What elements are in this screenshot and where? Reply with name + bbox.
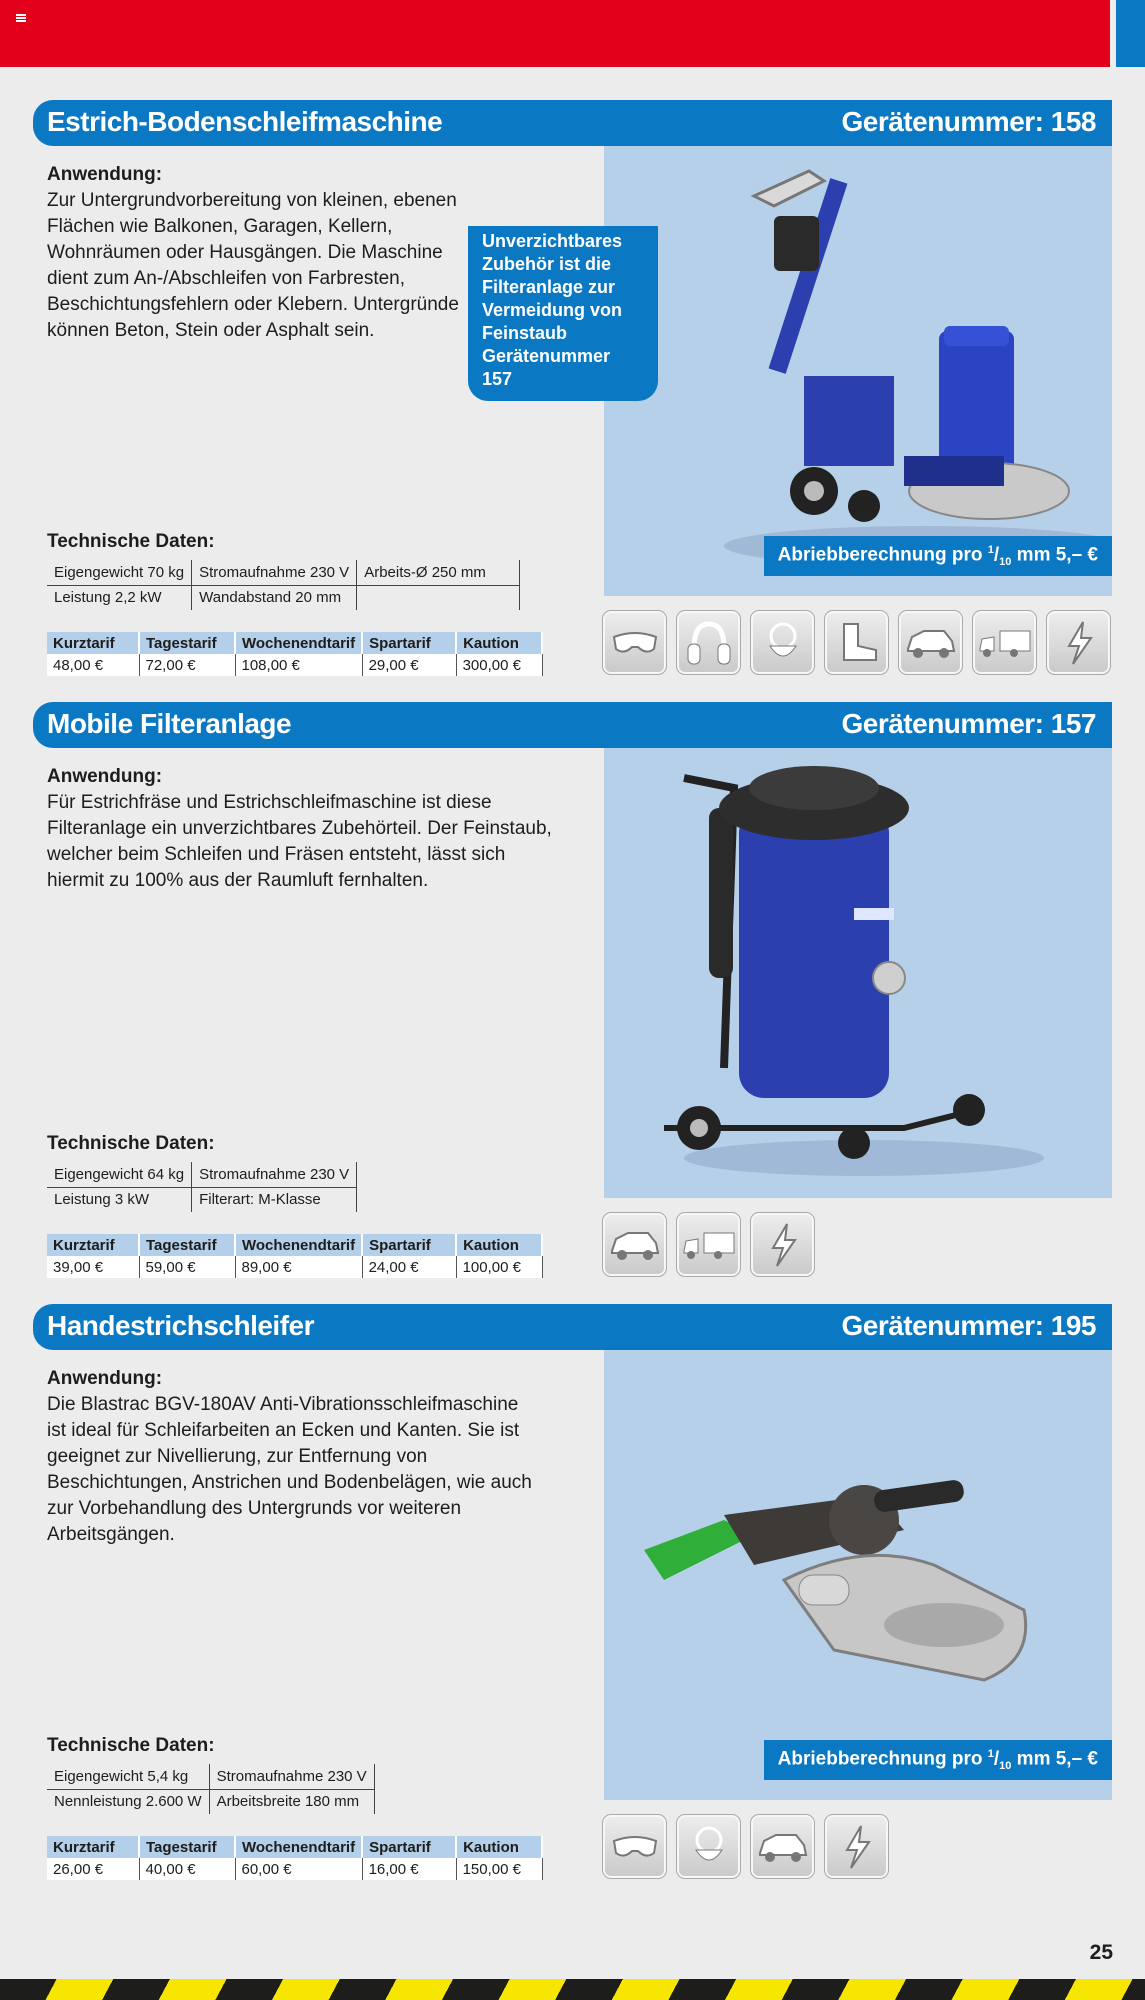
device-number: Gerätenummer: 158 [841,106,1096,137]
spec-cell: Arbeits-Ø 250 mm [357,560,520,585]
electric-power-icon [824,1814,889,1879]
product-title: Handestrichschleifer [47,1310,314,1341]
spec-cell: Eigengewicht 64 kg [47,1162,192,1187]
spec-row [47,585,520,610]
top-bar [0,0,1110,67]
product-photo [604,748,1112,1198]
price-cell: 39,00 € [47,1256,139,1278]
price-header: Kaution [456,632,542,654]
price-cell: 100,00 € [456,1256,542,1278]
price-cell: 300,00 € [456,654,542,676]
usage-description [47,1366,542,1548]
product-photo [604,146,1112,596]
price-header: Kurztarif [47,1836,139,1858]
product-section-filter-unit [0,702,1145,1282]
spec-cell: Leistung 3 kW [47,1187,192,1212]
usage-label: Anwendung: [47,164,163,185]
price-header-row [47,632,542,654]
abrasion-badge: Abriebberechnung pro $^1/_{10}$ mm 5,– € [764,1740,1112,1780]
price-header: Wochenendtarif [235,1836,362,1858]
price-cell: 48,00 € [47,654,139,676]
dust-mask-icon [676,1814,741,1879]
electric-power-icon [1046,610,1111,675]
spec-table [47,1162,357,1212]
device-number: Gerätenummer: 195 [841,1310,1096,1341]
section-header [33,100,1112,146]
safety-icon-row [602,1212,815,1277]
price-header: Wochenendtarif [235,632,362,654]
spec-cell [357,585,520,610]
price-table [47,1234,543,1278]
price-header: Spartarif [362,632,456,654]
price-header: Kurztarif [47,632,139,654]
spec-cell: Wandabstand 20 mm [192,585,357,610]
car-icon [602,1212,667,1277]
spec-cell: Leistung 2,2 kW [47,585,192,610]
spec-cell: Stromaufnahme 230 V [192,1162,357,1187]
hazard-stripe [0,1979,1145,2000]
safety-icon-row [602,610,1111,675]
car-trailer-icon [972,610,1037,675]
section-header [33,1304,1112,1350]
safety-goggles-icon [602,610,667,675]
product-photo [604,1350,1112,1800]
product-section-floor-grinder [0,100,1145,680]
spec-cell: Stromaufnahme 230 V [209,1764,374,1789]
top-bar-accent [1116,0,1145,67]
price-row [47,1256,542,1278]
price-row [47,654,542,676]
floor-grinder-illustration [604,146,1112,596]
usage-label: Anwendung: [47,1368,163,1389]
price-header-row [47,1836,542,1858]
device-number: Gerätenummer: 157 [841,708,1096,739]
usage-description [47,162,467,344]
spec-table [47,560,520,610]
accessory-callout: Unverzichtbares Zubehör ist die Filteranlage zur Vermeidung von Feinstaub Gerätenummer 157 [468,226,658,401]
tech-data-label: Technische Daten: [47,1735,215,1756]
price-header: Kaution [456,1836,542,1858]
safety-icon-row [602,1814,889,1879]
price-cell: 108,00 € [235,654,362,676]
price-cell: 26,00 € [47,1858,139,1880]
usage-text: Zur Untergrundvorbereitung von kleinen, ebenen Flächen wie Balkonen, Garagen, Kellern, Wohnräumen oder Hausgängen. Die Maschine dient zum An-/Abschleifen von Farbresten, Beschichtungsfehlern oder Klebern. Untergründe können Beton, Stein oder Asphalt sein. [47,190,459,341]
price-header: Wochenendtarif [235,1234,362,1256]
price-cell: 89,00 € [235,1256,362,1278]
filter-unit-illustration [604,748,1112,1198]
ear-protection-icon [676,610,741,675]
electric-power-icon [750,1212,815,1277]
spec-cell: Eigengewicht 70 kg [47,560,192,585]
price-header-row [47,1234,542,1256]
product-title: Estrich-Bodenschleifmaschine [47,106,443,137]
price-cell: 150,00 € [456,1858,542,1880]
car-trailer-icon [676,1212,741,1277]
usage-text: Für Estrichfräse und Estrichschleifmaschine ist diese Filteranlage ein unverzichtbares Zubehörteil. Der Feinstaub, welcher beim Schleifen und Fräsen entsteht, lässt sich hiermit zu 100% aus der Raumluft fernhalten. [47,792,552,891]
price-header: Tagestarif [139,1836,235,1858]
price-cell: 24,00 € [362,1256,456,1278]
price-cell: 59,00 € [139,1256,235,1278]
spec-cell: Nennleistung 2.600 W [47,1789,209,1814]
spec-row [47,1187,357,1212]
dust-mask-icon [750,610,815,675]
page-number: 25 [1089,1941,1113,1964]
usage-text: Die Blastrac BGV-180AV Anti-Vibrationsschleifmaschine ist ideal für Schleifarbeiten an Ecken und Kanten. Sie ist geeignet zur Nivellierung, zur Entfernung von Beschichtungen, Anstrichen und Bodenbelägen, wie auch zur Vorbehandlung des Untergrunds vor weiteren Arbeitsgängen. [47,1394,532,1545]
usage-label: Anwendung: [47,766,163,787]
safety-boot-icon [824,610,889,675]
section-header [33,702,1112,748]
car-icon [750,1814,815,1879]
price-header: Kaution [456,1234,542,1256]
spec-row [47,560,520,585]
price-header: Kurztarif [47,1234,139,1256]
price-header: Spartarif [362,1836,456,1858]
spec-row [47,1789,374,1814]
price-table [47,632,543,676]
tech-data-label: Technische Daten: [47,1133,215,1154]
price-table [47,1836,543,1880]
price-row [47,1858,542,1880]
price-header: Spartarif [362,1234,456,1256]
tech-data-label: Technische Daten: [47,531,215,552]
price-cell: 72,00 € [139,654,235,676]
spec-cell: Arbeitsbreite 180 mm [209,1789,374,1814]
spec-cell: Eigengewicht 5,4 kg [47,1764,209,1789]
spec-row [47,1764,374,1789]
hand-grinder-illustration [604,1350,1112,1800]
price-cell: 29,00 € [362,654,456,676]
menu-icon[interactable] [16,14,26,22]
usage-description [47,764,557,894]
price-cell: 60,00 € [235,1858,362,1880]
product-title: Mobile Filteranlage [47,708,292,739]
price-header: Tagestarif [139,1234,235,1256]
car-icon [898,610,963,675]
spec-cell: Filterart: M-Klasse [192,1187,357,1212]
price-cell: 40,00 € [139,1858,235,1880]
abrasion-badge: Abriebberechnung pro $^1/_{10}$ mm 5,– € [764,536,1112,576]
safety-goggles-icon [602,1814,667,1879]
price-cell: 16,00 € [362,1858,456,1880]
price-header: Tagestarif [139,632,235,654]
spec-row [47,1162,357,1187]
spec-cell: Stromaufnahme 230 V [192,560,357,585]
spec-table [47,1764,375,1814]
product-section-hand-grinder [0,1304,1145,1884]
